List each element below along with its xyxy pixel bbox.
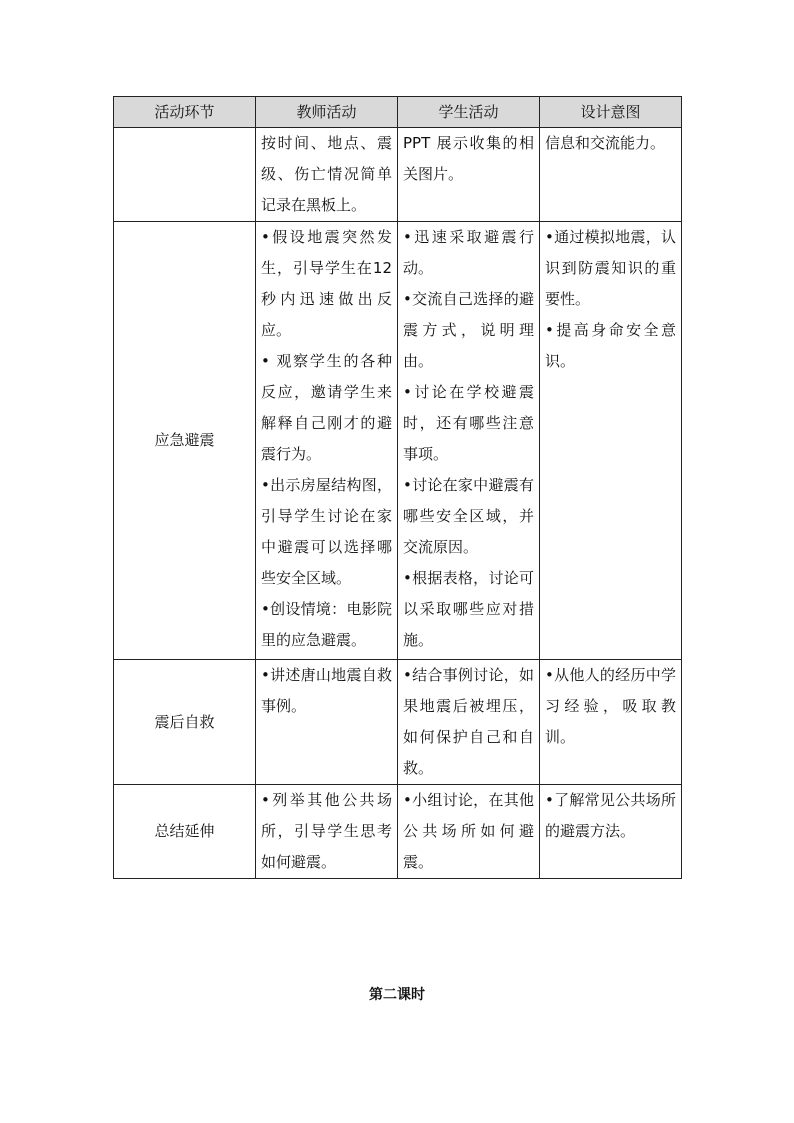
section-title: 第二课时 [369, 987, 425, 1003]
header-stage: 活动环节 [114, 97, 256, 128]
stage-cell: 总结延伸 [114, 785, 256, 879]
table-row [114, 222, 682, 660]
header-student-activity: 学生活动 [398, 97, 540, 128]
intent-item: •提高身命安全意识。 [545, 321, 676, 370]
intent-cell [540, 785, 682, 879]
table-row [114, 660, 682, 785]
student-item: •根据表格，讨论可以采取哪些应对措施。 [403, 569, 534, 649]
header-design-intent: 设计意图 [540, 97, 682, 128]
teacher-item: •列举其他公共场所，引导学生思考如何避震。 [261, 791, 392, 871]
intent-cell [540, 222, 682, 660]
teacher-item: •假设地震突然发生，引导学生在12秒内迅速做出反应。 [261, 228, 392, 339]
teacher-cell [256, 660, 398, 785]
stage-cell [114, 128, 256, 222]
stage-cell: 震后自救 [114, 660, 256, 785]
teacher-item: •创设情境：电影院里的应急避震。 [261, 600, 392, 649]
student-cell [398, 222, 540, 660]
table-row [114, 128, 682, 222]
student-cell [398, 660, 540, 785]
student-item: •结合事例讨论，如果地震后被埋压，如何保护自己和自救。 [403, 666, 534, 777]
intent-item: •了解常见公共场所的避震方法。 [545, 791, 676, 840]
teacher-cell [256, 222, 398, 660]
table-header-row [114, 97, 682, 128]
intent-cell [540, 128, 682, 222]
teacher-item: • 观察学生的各种反应，邀请学生来解释自己刚才的避震行为。 [261, 352, 392, 463]
student-item: PPT 展示收集的相关图片。 [403, 134, 534, 183]
student-item: •交流自己选择的避震方式，说明理由。 [403, 290, 534, 370]
student-item: •小组讨论，在其他公共场所如何避震。 [403, 791, 534, 871]
student-item: •迅速采取避震行动。 [403, 228, 534, 277]
teacher-item: 按时间、地点、震级、伤亡情况简单记录在黑板上。 [261, 134, 392, 214]
intent-cell [540, 660, 682, 785]
header-teacher-activity: 教师活动 [256, 97, 398, 128]
student-cell [398, 785, 540, 879]
intent-item: 信息和交流能力。 [545, 134, 666, 152]
teacher-item: •出示房屋结构图，引导学生讨论在家中避震可以选择哪些安全区域。 [261, 476, 392, 587]
teacher-cell [256, 128, 398, 222]
student-cell [398, 128, 540, 222]
teacher-item: •讲述唐山地震自救事例。 [261, 666, 392, 715]
student-item: •讨论在家中避震有哪些安全区域，并交流原因。 [403, 476, 534, 556]
stage-cell: 应急避震 [114, 222, 256, 660]
intent-item: •从他人的经历中学习经验，吸取教训。 [545, 666, 676, 746]
student-item: •讨论在学校避震时，还有哪些注意事项。 [403, 383, 534, 463]
table-row [114, 785, 682, 879]
lesson-activity-table [113, 96, 682, 879]
intent-item: •通过模拟地震，认识到防震知识的重要性。 [545, 228, 676, 308]
teacher-cell [256, 785, 398, 879]
